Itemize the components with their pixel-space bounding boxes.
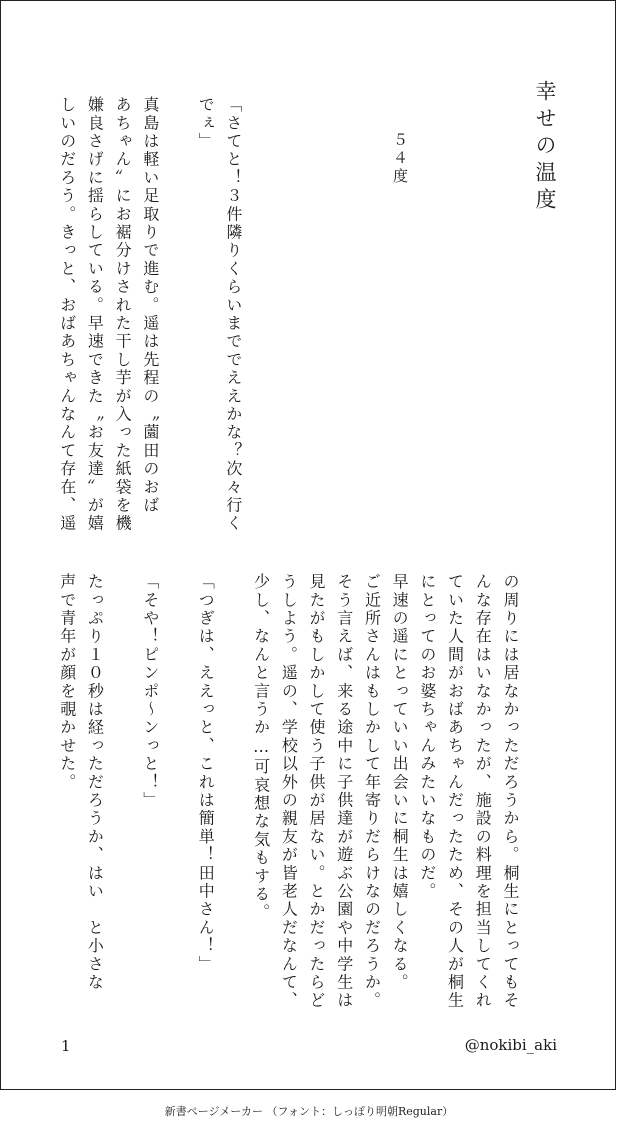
generator-credit: 新書ページメーカー （フォント：しっぽり明朝Regular）	[164, 1105, 454, 1118]
story-subtitle: ５４度	[391, 132, 409, 186]
author-handle: @nokibi_aki	[464, 1036, 557, 1054]
story-title: 幸せの温度	[533, 80, 557, 215]
upper-body-text: 「さてと！３件隣りくらいまででええかな？次々行く でぇ」 真島は軽い足取りで進む。遥は先程の〝薗田のおば あちゃん〟にお裾分けされた干し芋が入った紙袋を機 嫌良さげに揺らしている。早速できた〝お友達〟が嬉 しいのだろう。きっと、おばあちゃんなんて存在、遥	[57, 96, 243, 533]
page-number: 1	[61, 1037, 71, 1055]
lower-body-text: の周りには居なかっただろうから。桐生にとってもそ んな存在はいなかったが、施設の料理を担当してくれ ていた人間がおばあちゃんだったため、その人が桐生 にとってのお婆ちゃんみたいなものだ。 早速の遥にとっていい出会いに桐生は嬉しくなる。 ご近所さんはもしかして年寄りだらけなのだろうか。 そう言えば、来る途中に子供達が遊ぶ公園や中学生は 見たがもしかして使う子供が居ない。とかだったらど うしよう。遥の、学校以外の親友が皆老人だなんて、 少し、なんと言うか…可哀想な気もする。 「つぎは、ええっと、これは簡単！田中さん！」 「そや！ピンポ〜ンっと！」 たっぷり１０秒は経っただろうか、はい と小さな 声で青年が顔を覗かせた。	[57, 573, 520, 1010]
